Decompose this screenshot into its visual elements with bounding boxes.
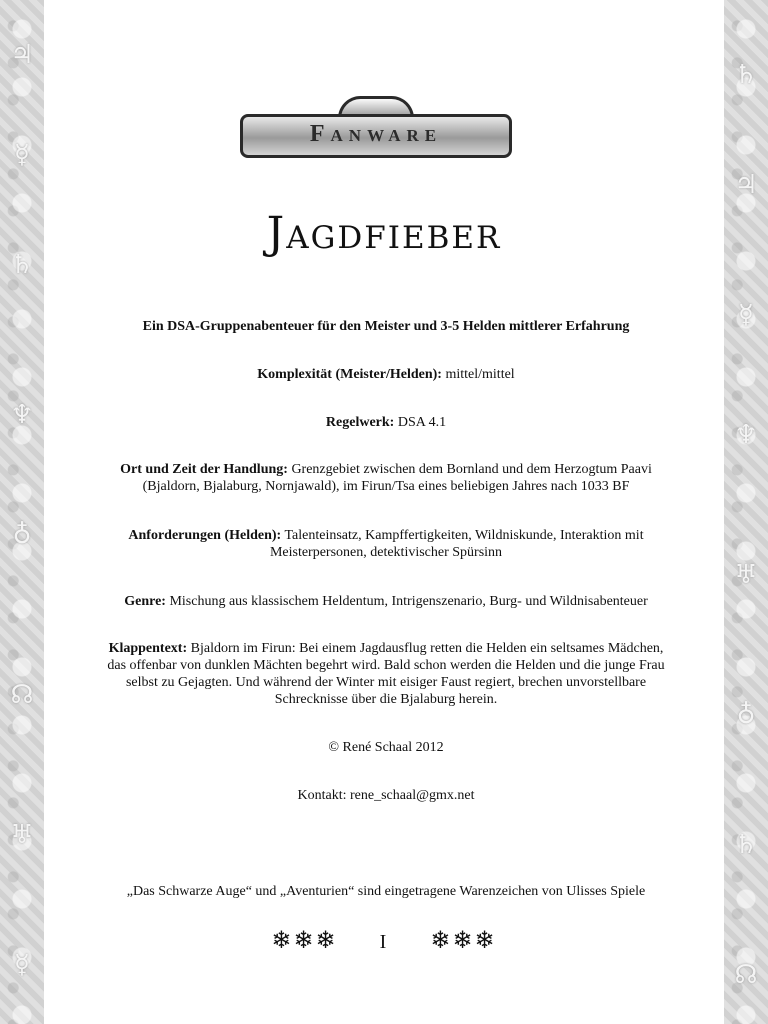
rune-icon: ☿ bbox=[14, 140, 30, 170]
decorative-border-left bbox=[0, 0, 44, 1024]
subtitle bbox=[76, 318, 696, 335]
field-komplexitaet bbox=[76, 366, 696, 383]
field-value: Schrecknisse über die Bjalaburg herein. bbox=[274, 692, 498, 707]
rune-icon: ☿ bbox=[14, 950, 30, 980]
document-title: Jagdfieber bbox=[266, 208, 502, 259]
rune-icon: ♅ bbox=[10, 820, 34, 850]
trademark-notice: „Das Schwarze Auge“ und „Aventurien“ sind eingetragene Warenzeichen von Ulisses Spiele bbox=[126, 884, 646, 899]
page-number: I bbox=[379, 931, 389, 953]
subtitle-text: Ein DSA-Gruppenabenteuer für den Meister und 3-5 Helden mittlerer Erfahrung bbox=[142, 319, 630, 334]
rune-icon: ♄ bbox=[734, 830, 758, 860]
snowflake-icon: ❄❄❄ bbox=[271, 928, 338, 954]
field-label: Ort und Zeit der Handlung: bbox=[120, 462, 288, 477]
copyright: © René Schaal 2012 bbox=[328, 740, 444, 755]
field-value: Grenzgebiet zwischen dem Bornland und dem Herzogtum Paavi bbox=[291, 462, 652, 477]
contact: Kontakt: rene_schaal@gmx.net bbox=[297, 788, 475, 803]
rune-icon: ♃ bbox=[734, 170, 758, 200]
field-value: selbst zu Gejagten. Und während der Winter mit eisiger Faust regiert, brechen unvorstellbare bbox=[125, 675, 647, 690]
field-label: Komplexität (Meister/Helden): bbox=[257, 367, 442, 382]
rune-icon: ♅ bbox=[734, 560, 758, 590]
rune-icon: ♄ bbox=[734, 60, 758, 90]
field-label: Anforderungen (Helden): bbox=[128, 528, 282, 543]
field-ort-zeit bbox=[76, 461, 696, 495]
field-value: Meisterpersonen, detektivischer Spürsinn bbox=[269, 545, 503, 560]
field-anforderungen bbox=[76, 527, 696, 561]
rune-icon: ☊ bbox=[734, 960, 758, 990]
field-value: Talenteinsatz, Kampffertigkeiten, Wildniskunde, Interaktion mit bbox=[284, 528, 644, 543]
logo-text: Fanware bbox=[309, 121, 443, 147]
field-klappentext bbox=[76, 640, 696, 708]
rune-icon: ☊ bbox=[10, 680, 34, 710]
field-regelwerk bbox=[76, 414, 696, 431]
rune-icon: ♆ bbox=[734, 420, 758, 450]
snowflake-icon: ❄❄❄ bbox=[430, 928, 497, 954]
page-footer bbox=[0, 926, 768, 955]
field-label: Regelwerk: bbox=[325, 415, 395, 430]
field-value: Bjaldorn im Firun: Bei einem Jagdausflug retten die Helden ein seltsames Mädchen, bbox=[190, 641, 664, 656]
fanware-logo bbox=[240, 96, 512, 162]
field-value: DSA 4.1 bbox=[397, 415, 447, 430]
document-page bbox=[70, 66, 700, 966]
field-value: (Bjaldorn, Bjalaburg, Nornjawald), im Firun/Tsa eines beliebigen Jahres nach 1033 BF bbox=[142, 479, 630, 494]
field-label: Genre: bbox=[124, 594, 166, 609]
field-label: Klappentext: bbox=[108, 641, 188, 656]
field-value: Mischung aus klassischem Heldentum, Intrigenszenario, Burg- und Wildnisabenteuer bbox=[169, 594, 648, 609]
rune-icon: ☿ bbox=[738, 300, 754, 330]
field-value: mittel/mittel bbox=[445, 367, 515, 382]
rune-icon: ♆ bbox=[10, 400, 34, 430]
rune-icon: ♄ bbox=[10, 250, 34, 280]
field-genre bbox=[76, 593, 696, 610]
rune-icon: ♁ bbox=[12, 520, 32, 550]
rune-icon: ♁ bbox=[736, 700, 756, 730]
field-value: das offenbar von dunklen Mächten begehrt wird. Bald schon werden die Helden und die junge Frau bbox=[107, 658, 665, 673]
decorative-border-right bbox=[724, 0, 768, 1024]
rune-icon: ♃ bbox=[10, 40, 34, 70]
